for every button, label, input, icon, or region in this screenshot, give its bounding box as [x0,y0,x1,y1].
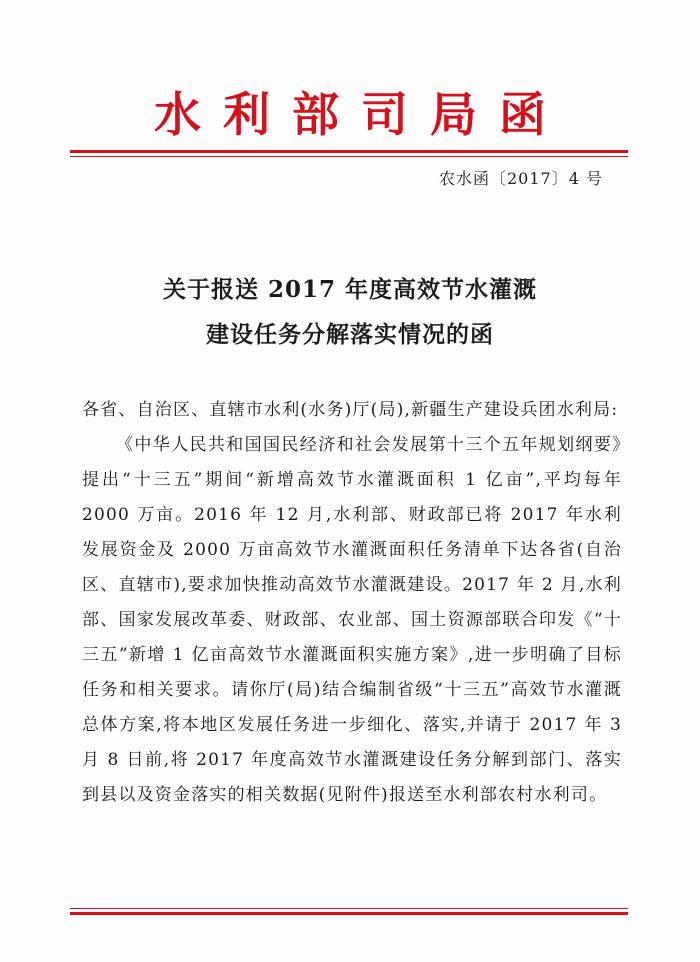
document-number: 农水函〔2017〕4 号 [439,169,603,188]
title-line-1: 关于报送 2017 年度高效节水灌溉 [162,276,538,303]
salutation: 各省、自治区、直辖市水利(水务)厅(局),新疆生产建设兵团水利局: [82,400,619,420]
masthead: 水利部司局函 [154,88,568,143]
title-line-2: 建设任务分解落实情况的函 [206,321,494,348]
header-rule-thick [70,150,628,153]
footer-rule-thin [70,908,628,909]
body-paragraph: 《中华人民共和国国民经济和社会发展第十三个五年规划纲要》提出“十三五”期间“新增高效节水灌溉面积 1 亿亩”,平均每年 2000 万亩。2016 年 12 月,水利部、财政部已将 2017 年水利发展资金及 2000 万亩高效节水灌溉面积任务清单下达各省(自治区、直辖市),要求加快推动高效节水灌溉建设。2017 年 2 月,水利部、国家发展改革委、财政部、农业部、国土资源部联合印发《“十三五”新增 1 亿亩高效节水灌溉面积实施方案》,进一步明确了目标任务和相关要求。请你厅(局)结合编制省级“十三五”高效节水灌溉总体方案,将本地区发展任务进一步细化、落实,并请于 2017 年 3 月 8 日前,将 2017 年度高效节水灌溉建设任务分解到部门、落实到县以及资金落实的相关数据(见附件)报送至水利部农村水利司。 [82,435,622,805]
header-rule-thin [70,156,628,157]
letter-body [82,393,622,813]
footer-rule-thick [70,912,628,915]
